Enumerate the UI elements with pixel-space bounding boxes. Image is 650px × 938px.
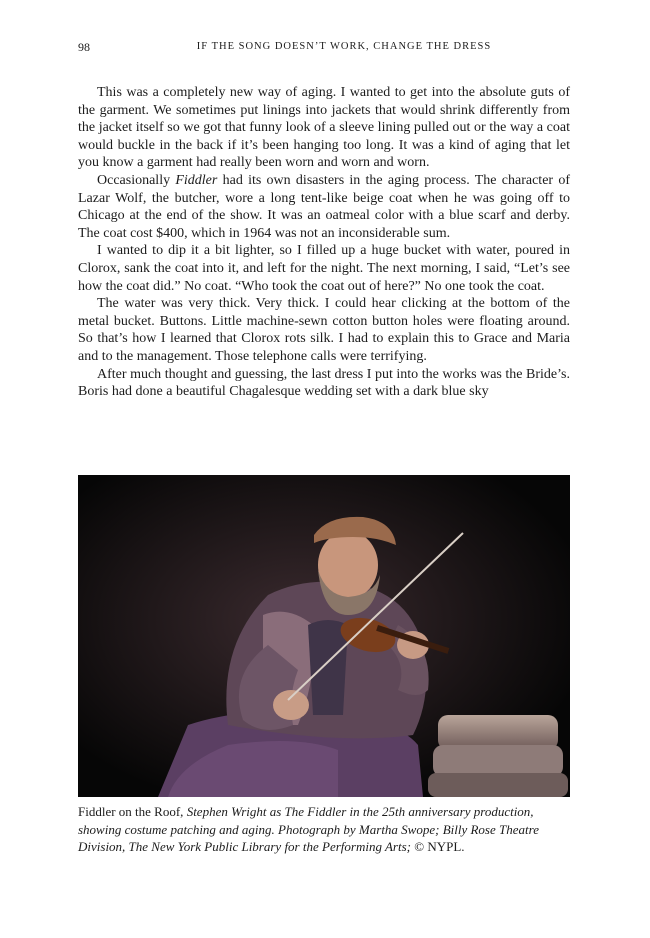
- text-segment: After much thought and guessing, the last dress I put into the works was the Bride’s. Boris had done a beautiful Chagalesque wedding set with a dark blue sky: [78, 366, 570, 400]
- text-segment: The water was very thick. Very thick. I could hear clicking at the bottom of the metal bucket. Buttons. Little machine-sewn cotton button holes were floating around. So that’s how I learned that Clorox rots silk. I had to explain this to Grace and Maria and to the management. Those telephone calls were terrifying.: [78, 296, 570, 364]
- paragraph: [78, 172, 570, 242]
- page-number: 98: [78, 40, 90, 54]
- paragraph: [78, 84, 570, 172]
- text-segment: This was a completely new way of aging. I wanted to get into the absolute guts of the garment. We sometimes put linings into jackets that would shrink differently from the jacket itself so we got that funny look of a sleeve lining pulled out or the way a coat would buckle in the back if it’s been hanging too long. It was a kind of aging that let you know a garment had really been worn and worn and worn.: [78, 85, 570, 171]
- running-head: IF THE SONG DOESN’T WORK, CHANGE THE DRESS: [196, 41, 492, 52]
- bundle-shape: [428, 715, 568, 797]
- text-segment: © NYPL.: [410, 839, 465, 854]
- text-segment: Fiddler on the Roof,: [78, 804, 187, 819]
- paragraph: [78, 295, 570, 365]
- text-segment: I wanted to dip it a bit lighter, so I filled up a huge bucket with water, poured in Clorox, sank the coat into it, and left for the night. The next morning, I said, “Let’s see how the coat did.” No coat. “Who took the coat out of here?” No one took the coat.: [78, 243, 570, 294]
- paragraph: [78, 242, 570, 295]
- page-header: [78, 40, 570, 56]
- paragraph: [78, 366, 570, 401]
- text-segment: Occasionally: [97, 172, 176, 188]
- text-segment: had its own disasters in the aging process. The character of Lazar Wolf, the butcher, wore a long tent-like beige coat when he was going off to Chicago at the end of the show. It was an oatmeal color with a blue scarf and derby. The coat cost $400, which in 1964 was not an inconsiderable sum.: [78, 172, 570, 241]
- italic-text: Fiddler: [175, 172, 218, 188]
- photo-illustration: [78, 475, 570, 797]
- body-text: [78, 84, 570, 401]
- fiddler-photograph: [78, 475, 570, 797]
- italic-text: Stephen Wright as The Fiddler in the 25th anniversary production, showing costume patching and aging. Photograph by Martha Swope; Billy Rose Theatre Division, The New York Public Library for the Performing Arts;: [78, 804, 539, 854]
- photo-caption: [78, 803, 570, 856]
